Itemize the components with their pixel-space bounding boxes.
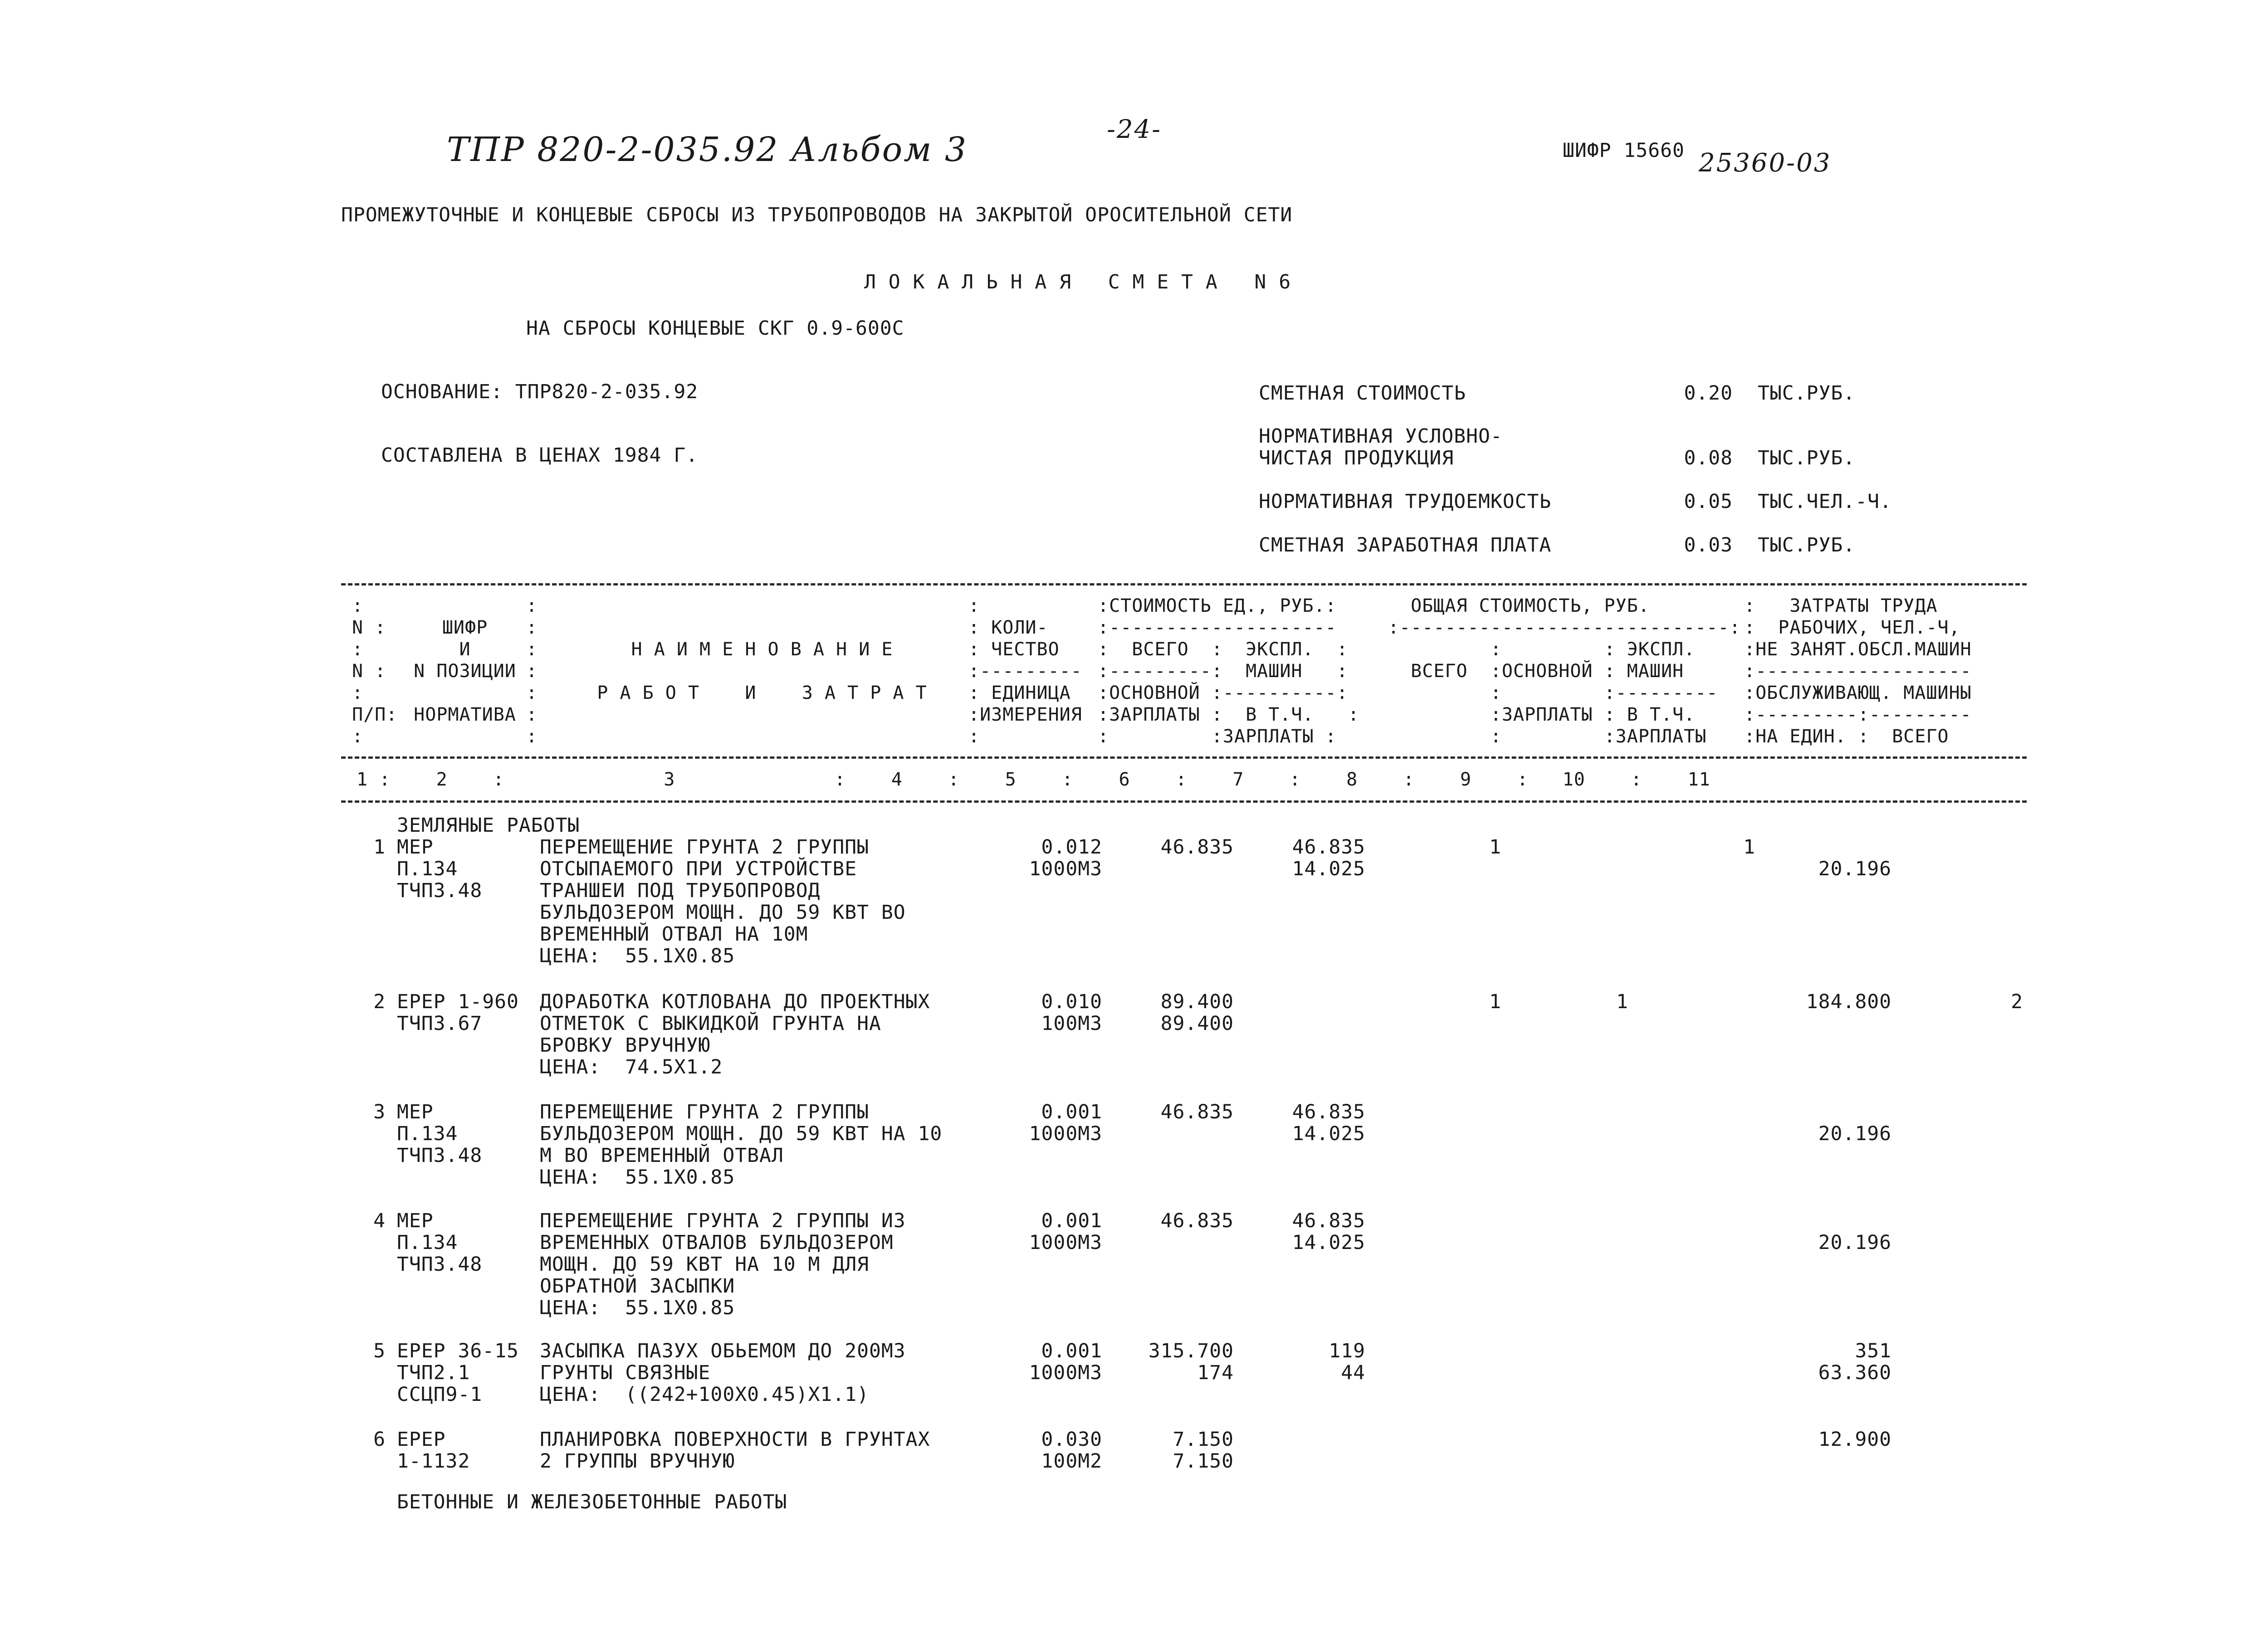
section-title: БЕТОННЫЕ И ЖЕЛЕЗОБЕТОННЫЕ РАБОТЫ	[397, 1491, 787, 1513]
summary-unit: ТЫС.РУБ.	[1758, 534, 1856, 556]
handwritten-number: 25360-03	[1699, 148, 1832, 178]
row-quantity: 0.001 1000М3	[1029, 1210, 1102, 1254]
row-code: ЕРЕР 36-15 ТЧП2.1 ССЦП9-1	[397, 1340, 519, 1406]
row-name: ПЕРЕМЕЩЕНИЕ ГРУНТА 2 ГРУППЫ ОТСЫПАЕМОГО ПРИ УСТРОЙСТВЕ ТРАНШЕИ ПОД ТРУБОПРОВОД БУЛЬДОЗЕРОМ МОЩН. ДО 59 КВТ ВО ВРЕМЕННЫЙ ОТВАЛ НА 10М ЦЕНА: 55.1Х0.85	[540, 836, 906, 967]
row-quantity: 0.001 1000М3	[1029, 1101, 1102, 1145]
row-unit-machines: 46.835 14.025	[1292, 1101, 1365, 1145]
summary-value: 0.03	[1684, 534, 1733, 556]
row-unit-total: 89.400 89.400	[1160, 990, 1234, 1035]
col-header-code: ШИФР И N ПОЗИЦИИ НОРМАТИВА	[414, 617, 516, 725]
table-rule	[341, 756, 2027, 759]
col-header-labor: : ЗАТРАТЫ ТРУДА : РАБОЧИХ, ЧЕЛ.-Ч, :НЕ ЗАНЯТ.ОБСЛ.МАШИН :------------------- :ОБСЛУЖИВАЮЩ. МАШИНЫ :---------:--------- :НА ЕДИН. : ВСЕГО	[1744, 595, 1972, 747]
summary-value: 0.05	[1684, 490, 1733, 513]
col-header-unit-cost: :СТОИМОСТЬ ЕД., РУБ.: :-------------------- : ВСЕГО : ЭКСПЛ. : :---------: МАШИН : :ОСНОВНОЙ :----------: :ЗАРПЛАТЫ : В Т.Ч. : : :ЗАРПЛАТЫ :	[1098, 595, 1359, 747]
col-header-number: : N : : N : : П/П: :	[352, 595, 398, 747]
row-unit-machines: 119 44	[1329, 1340, 1365, 1384]
summary-unit: ТЫС.ЧЕЛ.-Ч.	[1758, 490, 1892, 513]
row-quantity: 0.030 100М2	[1041, 1428, 1102, 1473]
col-header-name: Н А И М Е Н О В А Н И Е Р А Б О Т И З А Т Р А Т	[597, 639, 927, 703]
summary-unit: ТЫС.РУБ.	[1758, 447, 1856, 469]
estimate-subtitle: НА СБРОСЫ КОНЦЕВЫЕ СКГ 0.9-600С	[526, 317, 904, 340]
row-number: 2	[373, 990, 386, 1013]
row-labor-per-unit: 351 63.360	[1818, 1340, 1892, 1384]
row-labor-per-unit: 20.196	[1818, 1231, 1892, 1254]
section-title: ЗЕМЛЯНЫЕ РАБОТЫ	[397, 814, 580, 837]
summary-label: НОРМАТИВНАЯ ТРУДОЕМКОСТЬ	[1259, 490, 1552, 513]
row-labor-total: 2	[2011, 990, 2023, 1013]
cipher-label: ШИФР 15660	[1563, 139, 1685, 162]
table-rule	[341, 800, 2027, 803]
row-unit-machines: 46.835 14.025	[1292, 1210, 1365, 1254]
row-code: ЕРЕР 1-1132	[397, 1428, 470, 1473]
row-name: ЗАСЫПКА ПАЗУХ ОБЬЕМОМ ДО 200М3 ГРУНТЫ СВЯЗНЫЕ ЦЕНА: ((242+100Х0.45)Х1.1)	[540, 1340, 906, 1406]
row-unit-total: 46.835	[1160, 836, 1234, 858]
col-separator: : : : : : : :	[526, 595, 538, 747]
row-code: МЕР П.134 ТЧП3.48	[397, 836, 483, 902]
summary-label: СМЕТНАЯ СТОИМОСТЬ	[1259, 382, 1466, 405]
row-code: МЕР П.134 ТЧП3.48	[397, 1101, 483, 1167]
row-code: МЕР П.134 ТЧП3.48	[397, 1210, 483, 1276]
row-total-wages: 1	[1616, 990, 1628, 1013]
row-name: ДОРАБОТКА КОТЛОВАНА ДО ПРОЕКТНЫХ ОТМЕТОК С ВЫКИДКОЙ ГРУНТА НА БРОВКУ ВРУЧНУЮ ЦЕНА: 74.5Х1.2	[540, 990, 930, 1078]
row-labor-per-unit: 184.800	[1806, 990, 1892, 1013]
row-labor-per-unit: 20.196	[1818, 1122, 1892, 1145]
summary-label: СМЕТНАЯ ЗАРАБОТНАЯ ПЛАТА	[1259, 534, 1552, 556]
prices-line: СОСТАВЛЕНА В ЦЕНАХ 1984 Г.	[381, 444, 699, 467]
summary-unit: ТЫС.РУБ.	[1758, 382, 1856, 405]
row-unit-total: 7.150 7.150	[1173, 1428, 1234, 1473]
row-unit-total: 315.700 174	[1148, 1340, 1234, 1384]
page-number: -24-	[1107, 115, 1162, 144]
row-number: 6	[373, 1428, 386, 1451]
row-number: 4	[373, 1210, 386, 1232]
col-header-total-cost: ОБЩАЯ СТОИМОСТЬ, РУБ. :-----------------------------: : : ЭКСПЛ. ВСЕГО :ОСНОВНОЙ : МАШИН : :--------- :ЗАРПЛАТЫ : В Т.Ч. : :ЗАРПЛАТЫ	[1388, 595, 1741, 747]
summary-value: 0.20	[1684, 382, 1733, 405]
row-name: ПЛАНИРОВКА ПОВЕРХНОСТИ В ГРУНТАХ 2 ГРУППЫ ВРУЧНУЮ	[540, 1428, 930, 1473]
row-quantity: 0.012 1000М3	[1029, 836, 1102, 880]
estimate-title: Л О К А Л Ь Н А Я С М Е Т А N 6	[864, 271, 1291, 293]
row-labor-per-unit: 12.900	[1818, 1428, 1892, 1451]
summary-label: НОРМАТИВНАЯ УСЛОВНО- ЧИСТАЯ ПРОДУКЦИЯ	[1259, 425, 1503, 469]
row-name: ПЕРЕМЕЩЕНИЕ ГРУНТА 2 ГРУППЫ БУЛЬДОЗЕРОМ МОЩН. ДО 59 КВТ НА 10 М ВО ВРЕМЕННЫЙ ОТВАЛ ЦЕНА: 55.1Х0.85	[540, 1101, 943, 1189]
summary-value: 0.08	[1684, 447, 1733, 469]
col-header-quantity: : : КОЛИ- : ЧЕСТВО :--------- : ЕДИНИЦА :ИЗМЕРЕНИЯ :	[968, 595, 1082, 747]
row-total-machines: 1	[1743, 836, 1755, 858]
project-title: ПРОМЕЖУТОЧНЫЕ И КОНЦЕВЫЕ СБРОСЫ ИЗ ТРУБОПРОВОДОВ НА ЗАКРЫТОЙ ОРОСИТЕЛЬНОЙ СЕТИ	[341, 204, 1293, 226]
column-numbers: 1 : 2 : 3 : 4 : 5 : 6 : 7 : 8 : 9 : 10 : 11	[357, 769, 1711, 790]
row-code: ЕРЕР 1-960 ТЧП3.67	[397, 990, 519, 1035]
row-unit-total: 46.835	[1160, 1210, 1234, 1232]
basis-line: ОСНОВАНИЕ: ТПР820-2-035.92	[381, 380, 699, 403]
row-unit-machines: 46.835 14.025	[1292, 836, 1365, 880]
row-quantity: 0.010 100М3	[1041, 990, 1102, 1035]
row-number: 5	[373, 1340, 386, 1362]
row-unit-total: 46.835	[1160, 1101, 1234, 1123]
table-rule	[341, 583, 2027, 585]
row-quantity: 0.001 1000М3	[1029, 1340, 1102, 1384]
row-labor-per-unit: 20.196	[1818, 858, 1892, 880]
row-name: ПЕРЕМЕЩЕНИЕ ГРУНТА 2 ГРУППЫ ИЗ ВРЕМЕННЫХ ОТВАЛОВ БУЛЬДОЗЕРОМ МОЩН. ДО 59 КВТ НА 10 М ДЛЯ ОБРАТНОЙ ЗАСЫПКИ ЦЕНА: 55.1Х0.85	[540, 1210, 906, 1319]
row-total: 1	[1489, 990, 1501, 1013]
row-total: 1	[1489, 836, 1501, 858]
row-number: 3	[373, 1101, 386, 1123]
handwritten-album-code: ТПР 820-2-035.92 Альбом 3	[447, 130, 968, 169]
row-number: 1	[373, 836, 386, 858]
